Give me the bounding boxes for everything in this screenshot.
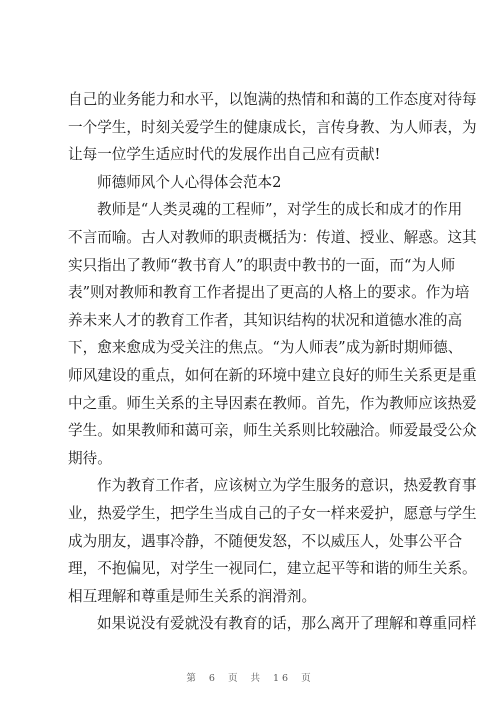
document-body (68, 86, 477, 638)
paragraph-line: 师风建设的重点，如何在新的环境中建立良好的师生关系更是重 (68, 366, 477, 384)
paragraph-line: 作为教育工作者，应该树立为学生服务的意识，热爱教育事 (97, 477, 477, 495)
paragraph-line: 成为朋友，遇事冷静，不随便发怒，不以威压人，处事公平合 (68, 532, 463, 550)
paragraph-line: 一个学生，时刻关爱学生的健康成长，言传身教、为人师表，为 (68, 118, 477, 136)
paragraph-line: 中之重。师生关系的主导因素在教师。首先，作为教师应该热爱 (68, 394, 477, 412)
paragraph-line: 学生。如果教师和蔼可亲，师生关系则比较融洽。师爱最受公众 (68, 422, 477, 440)
paragraph-line: 让每一位学生适应时代的发展作出自己应有贡献! (68, 146, 381, 164)
paragraph-line: 下，愈来愈成为受关注的焦点。“为人师表”成为新时期师德、 (68, 339, 463, 357)
paragraph-line: 业，热爱学生，把学生当成自己的子女一样来爱护，愿意与学生 (68, 504, 477, 522)
paragraph-line: 不言而喻。古人对教师的职责概括为：传道、授业、解惑。这其 (68, 228, 477, 246)
section-heading: 师德师风个人心得体会范本2 (97, 173, 282, 191)
paragraph-line: 养未来人才的教育工作者，其知识结构的状况和道德水准的高 (68, 311, 463, 329)
paragraph-line: 教师是“人类灵魂的工程师”，对学生的成长和成才的作用 (97, 201, 463, 219)
paragraph-line: 期待。 (68, 449, 112, 467)
paragraph-line: 实只指出了教师“教书育人”的职责中教书的一面，而“为人师 (68, 256, 456, 274)
paragraph-line: 相互理解和尊重是师生关系的润滑剂。 (68, 587, 317, 605)
paragraph-line: 理，不抱偏见，对学生一视同仁，建立起平等和谐的师生关系。 (68, 560, 477, 578)
page-footer: 第 6 页 共 16 页 (186, 673, 314, 684)
paragraph-line: 自己的业务能力和水平，以饱满的热情和和蔼的工作态度对待每 (68, 91, 477, 108)
paragraph-line: 表”则对教师和教育工作者提出了更高的人格上的要求。作为培 (68, 284, 470, 302)
paragraph-line: 如果说没有爱就没有教育的话，那么离开了理解和尊重同样 (97, 615, 477, 633)
